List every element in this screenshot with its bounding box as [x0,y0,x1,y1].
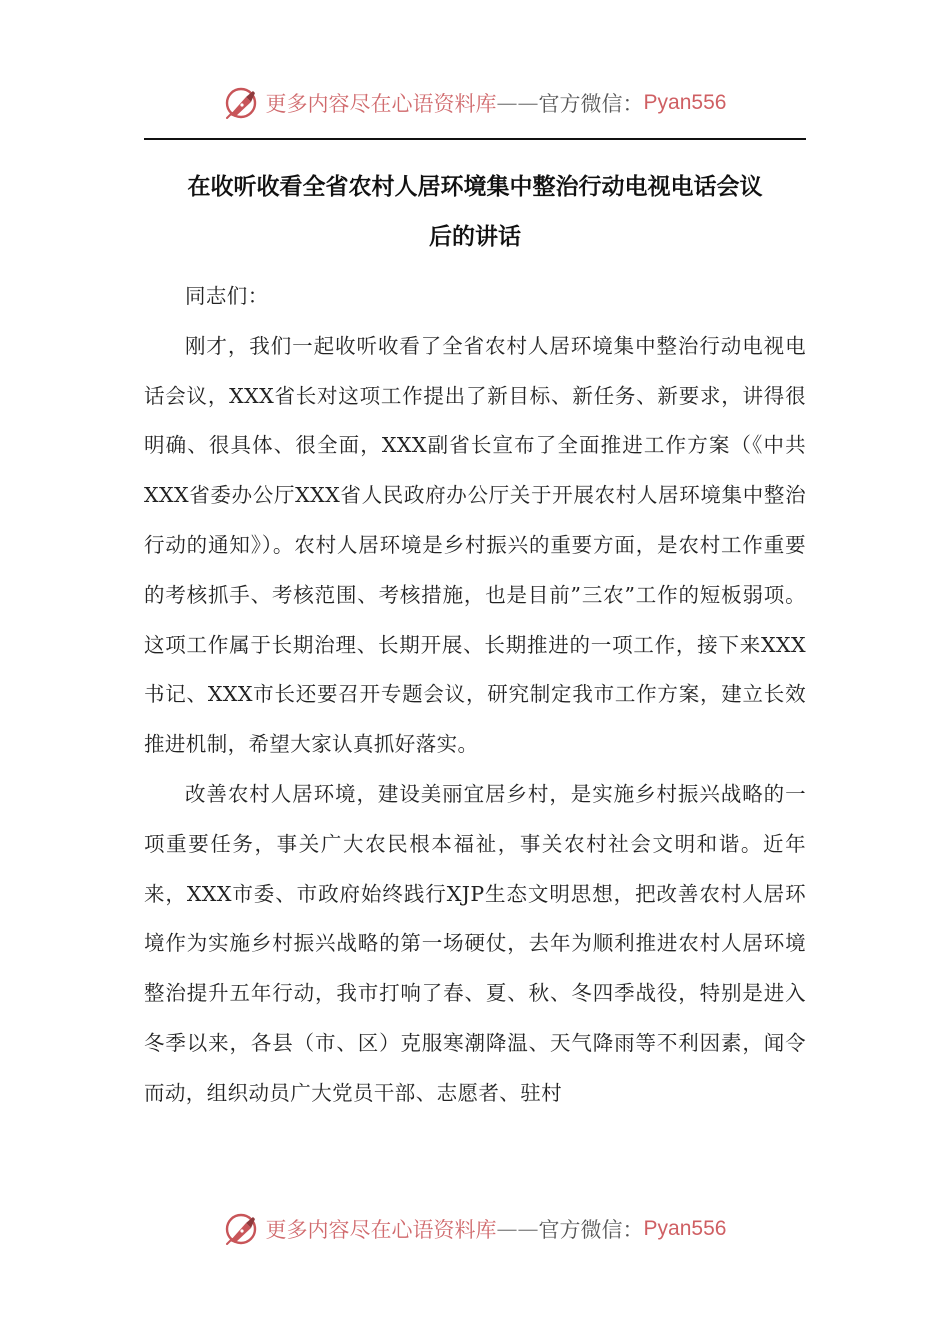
wechat-label: 官方微信： [538,92,644,116]
title-line-2: 后的讲话 [429,223,521,250]
document-title [144,162,806,262]
wechat-handle: Pyan556 [643,91,727,114]
brand-text: 更多内容尽在心语资料库 [265,92,497,116]
banner-separator: —— [496,91,539,115]
document-body [144,272,806,1119]
footer-banner [0,1206,950,1252]
brand-text: 更多内容尽在心语资料库 [265,1218,497,1242]
salutation: 同志们： [185,284,269,308]
pen-nib-logo-icon [224,85,260,121]
paragraph-1: 刚才，我们一起收听收看了全省农村人居环境集中整治行动电视电话会议，XXX省长对这项工作提出了新目标、新任务、新要求，讲得很明确、很具体、很全面，XXX副省长宣布了全面推进工作方案（《中共XXX省委办公厅XXX省人民政府办公厅关于开展农村人居环境集中整治行动的通知》）。农村人居环境是乡村振兴的重要方面，是农村工作重要的考核抓手、考核范围、考核措施，也是目前”三农”工作的短板弱项。这项工作属于长期治理、长期开展、长期推进的一项工作，接下来XXX书记、XXX市长还要召开专题会议，研究制定我市工作方案，建立长效推进机制，希望大家认真抓好落实。 [144,333,806,757]
header-rule [144,138,806,140]
banner-separator: —— [496,1217,539,1241]
wechat-label: 官方微信： [538,1218,644,1242]
paragraph-2: 改善农村人居环境，建设美丽宜居乡村，是实施乡村振兴战略的一项重要任务，事关广大农民根本福祉，事关农村社会文明和谐。近年来，XXX市委、市政府始终践行XJP生态文明思想，把改善农村人居环境作为实施乡村振兴战略的第一场硬仗，去年为顺利推进农村人居环境整治提升五年行动，我市打响了春、夏、秋、冬四季战役，特别是进入冬季以来，各县（市、区）克服寒潮降温、天气降雨等不利因素，闻令而动，组织动员广大党员干部、志愿者、驻村 [144,781,806,1105]
title-line-1: 在收听收看全省农村人居环境集中整治行动电视电话会议 [187,173,763,200]
header-banner [0,80,950,126]
wechat-handle: Pyan556 [643,1217,727,1240]
pen-nib-logo-icon [224,1211,260,1247]
